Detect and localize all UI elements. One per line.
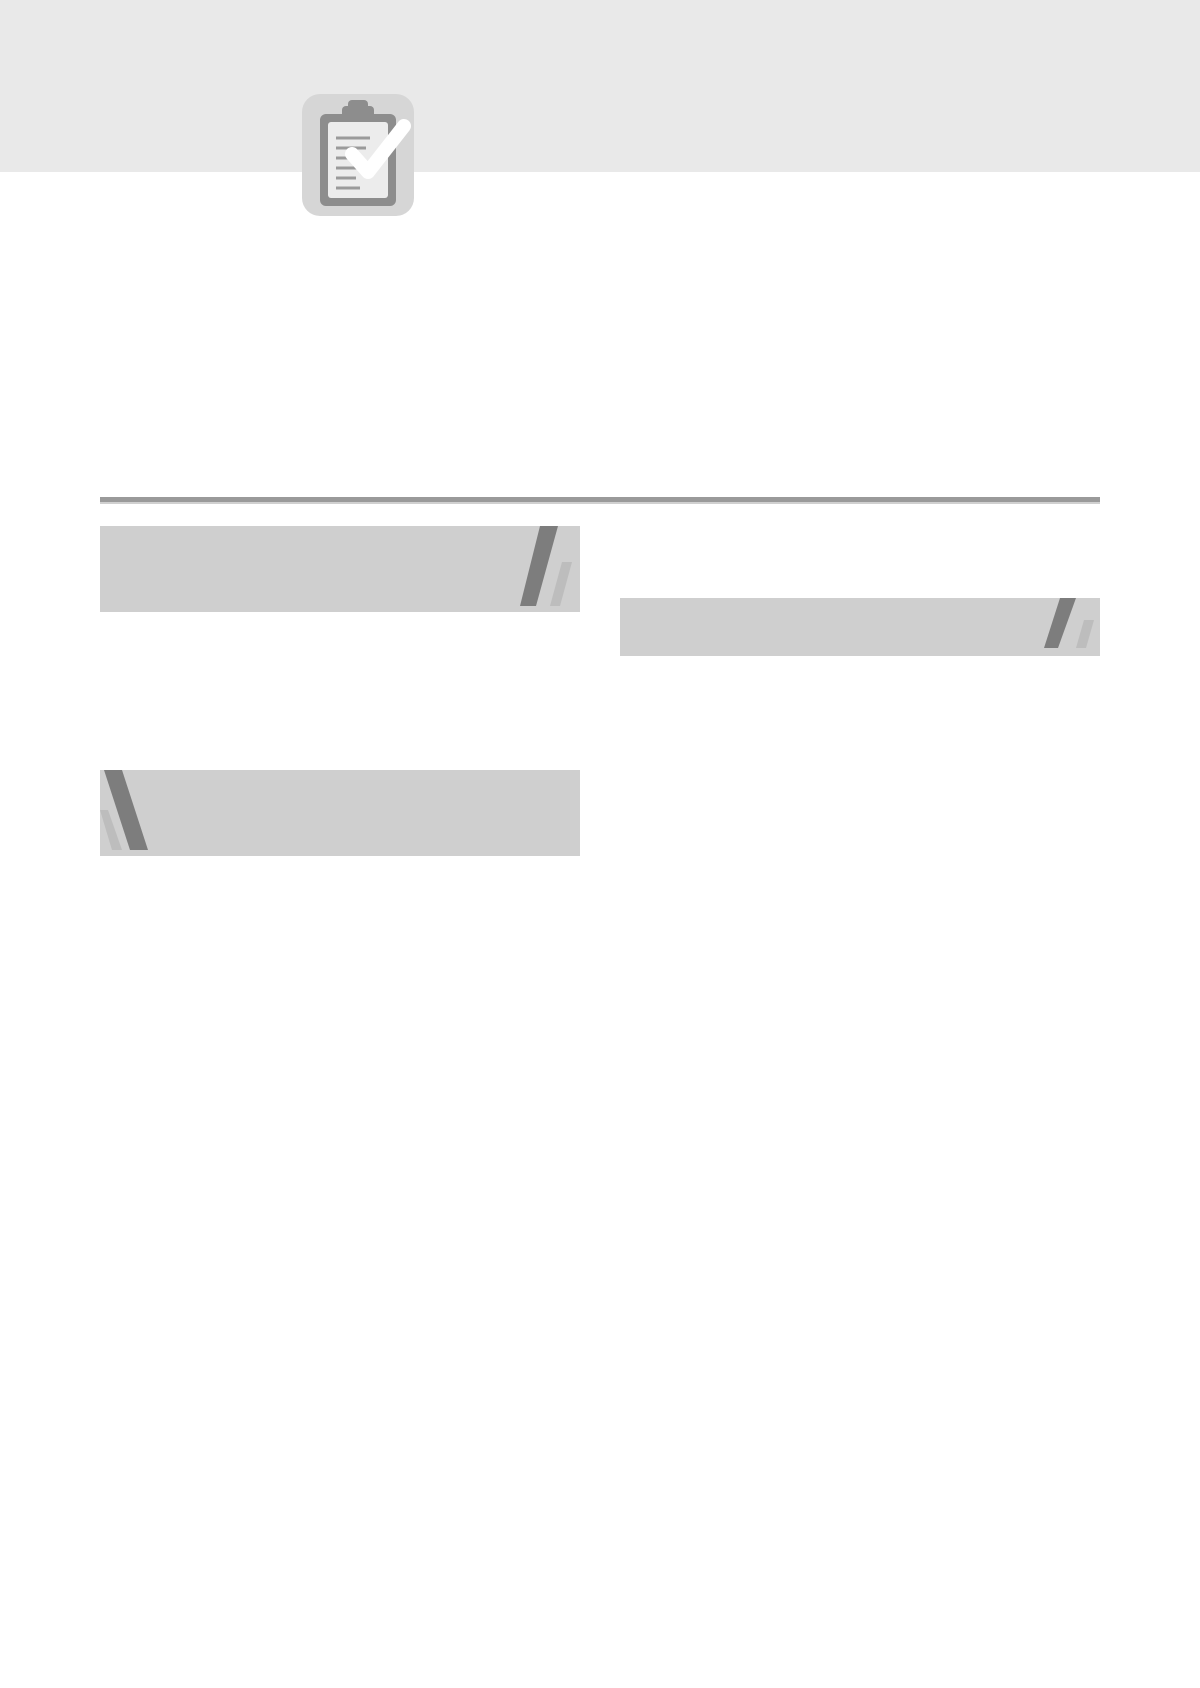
chapter-row[interactable] (620, 670, 1100, 706)
section-1-header (100, 526, 580, 612)
chapter-row[interactable] (100, 694, 580, 730)
right-column (620, 520, 1100, 742)
section-2-header (100, 770, 580, 856)
chapter-row[interactable] (620, 554, 1100, 590)
chapter-row[interactable] (100, 866, 580, 902)
stripe-decoration-icon (1044, 598, 1100, 648)
divider (100, 497, 1100, 502)
chapter-row[interactable] (100, 658, 580, 694)
left-column (100, 520, 580, 902)
header-band (0, 0, 1200, 172)
clipboard-check-icon (300, 92, 416, 218)
chapter-row[interactable] (620, 706, 1100, 742)
chapter-row[interactable] (100, 622, 580, 658)
section-3-header (620, 598, 1100, 656)
chapter-row[interactable] (100, 730, 580, 766)
stripe-decoration-icon (100, 770, 160, 850)
stripe-decoration-icon (520, 526, 582, 606)
continuation-text (620, 520, 1100, 554)
